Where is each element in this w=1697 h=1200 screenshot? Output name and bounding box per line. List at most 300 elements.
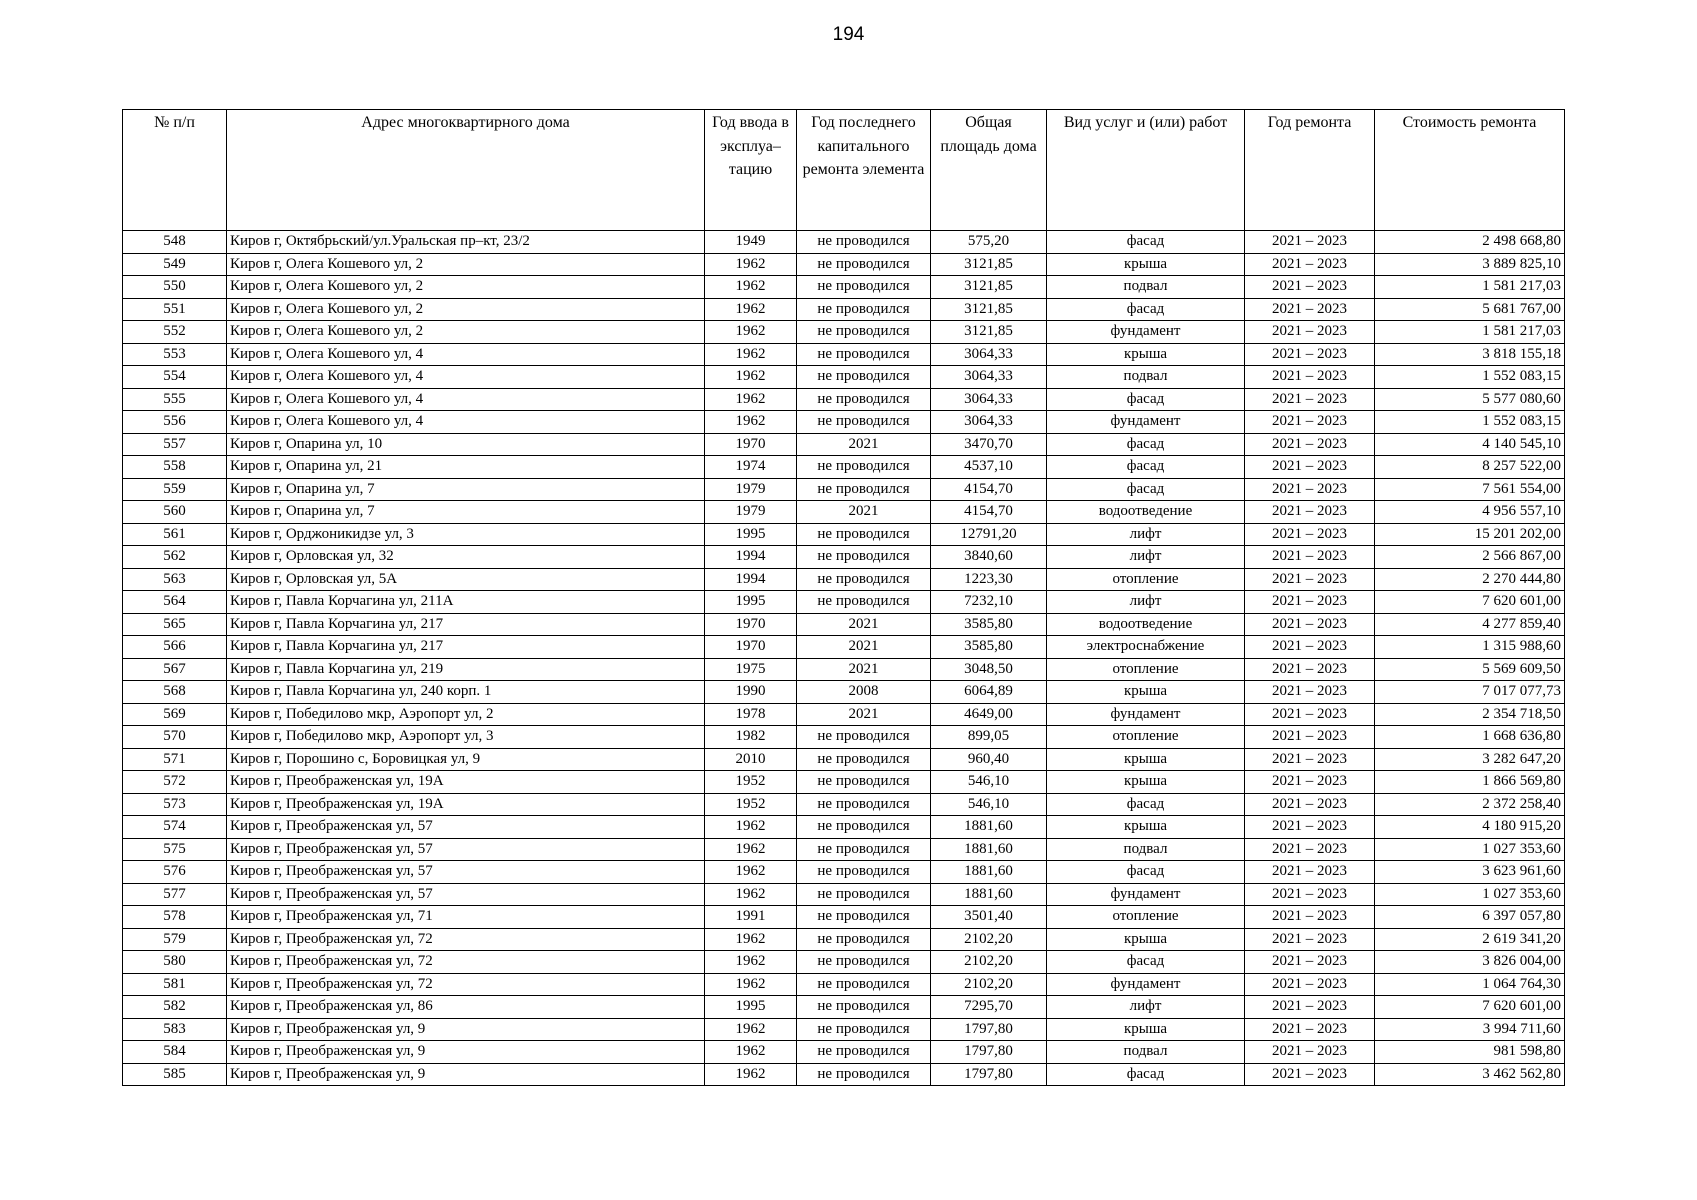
cell-repair-year: 2021 – 2023 xyxy=(1245,951,1375,974)
cell-year-built: 1962 xyxy=(705,1018,797,1041)
table-row xyxy=(123,681,1565,704)
cell-num: 557 xyxy=(123,433,227,456)
table-row xyxy=(123,276,1565,299)
cell-year-built: 1974 xyxy=(705,456,797,479)
cell-address: Киров г, Олега Кошевого ул, 4 xyxy=(227,388,705,411)
cell-area: 3048,50 xyxy=(931,658,1047,681)
cell-cost: 5 681 767,00 xyxy=(1375,298,1565,321)
cell-cost: 1 668 636,80 xyxy=(1375,726,1565,749)
header-repair-year: Год ремонта xyxy=(1245,110,1375,231)
table-row xyxy=(123,613,1565,636)
cell-service: крыша xyxy=(1047,748,1245,771)
cell-num: 576 xyxy=(123,861,227,884)
cell-last-repair: не проводился xyxy=(797,793,931,816)
cell-num: 582 xyxy=(123,996,227,1019)
cell-repair-year: 2021 – 2023 xyxy=(1245,771,1375,794)
cell-service: крыша xyxy=(1047,343,1245,366)
cell-service: фасад xyxy=(1047,861,1245,884)
cell-repair-year: 2021 – 2023 xyxy=(1245,861,1375,884)
table-row xyxy=(123,1041,1565,1064)
table-row xyxy=(123,298,1565,321)
cell-num: 581 xyxy=(123,973,227,996)
cell-area: 1881,60 xyxy=(931,838,1047,861)
header-num: № п/п xyxy=(123,110,227,231)
cell-num: 550 xyxy=(123,276,227,299)
table-row xyxy=(123,456,1565,479)
cell-num: 570 xyxy=(123,726,227,749)
cell-service: отопление xyxy=(1047,568,1245,591)
cell-num: 574 xyxy=(123,816,227,839)
cell-year-built: 1962 xyxy=(705,276,797,299)
cell-area: 3121,85 xyxy=(931,253,1047,276)
cell-last-repair: не проводился xyxy=(797,973,931,996)
cell-cost: 2 498 668,80 xyxy=(1375,231,1565,254)
cell-service: фасад xyxy=(1047,951,1245,974)
cell-area: 1797,80 xyxy=(931,1041,1047,1064)
cell-area: 7295,70 xyxy=(931,996,1047,1019)
cell-year-built: 1962 xyxy=(705,951,797,974)
cell-last-repair: 2021 xyxy=(797,636,931,659)
cell-last-repair: не проводился xyxy=(797,861,931,884)
cell-year-built: 1962 xyxy=(705,838,797,861)
cell-address: Киров г, Преображенская ул, 19А xyxy=(227,793,705,816)
cell-last-repair: не проводился xyxy=(797,996,931,1019)
table-row xyxy=(123,726,1565,749)
cell-address: Киров г, Опарина ул, 21 xyxy=(227,456,705,479)
cell-cost: 1 552 083,15 xyxy=(1375,366,1565,389)
cell-address: Киров г, Олега Кошевого ул, 2 xyxy=(227,276,705,299)
cell-cost: 7 620 601,00 xyxy=(1375,591,1565,614)
table-row xyxy=(123,951,1565,974)
cell-year-built: 1990 xyxy=(705,681,797,704)
cell-area: 1797,80 xyxy=(931,1063,1047,1086)
table-row xyxy=(123,973,1565,996)
cell-repair-year: 2021 – 2023 xyxy=(1245,478,1375,501)
cell-num: 572 xyxy=(123,771,227,794)
table-row xyxy=(123,501,1565,524)
cell-num: 585 xyxy=(123,1063,227,1086)
cell-repair-year: 2021 – 2023 xyxy=(1245,973,1375,996)
cell-num: 584 xyxy=(123,1041,227,1064)
cell-service: фасад xyxy=(1047,231,1245,254)
cell-area: 1223,30 xyxy=(931,568,1047,591)
table-row xyxy=(123,1063,1565,1086)
cell-year-built: 1979 xyxy=(705,501,797,524)
cell-service: фасад xyxy=(1047,1063,1245,1086)
cell-address: Киров г, Олега Кошевого ул, 4 xyxy=(227,343,705,366)
cell-area: 899,05 xyxy=(931,726,1047,749)
cell-address: Киров г, Орджоникидзе ул, 3 xyxy=(227,523,705,546)
cell-address: Киров г, Опарина ул, 7 xyxy=(227,501,705,524)
cell-service: фасад xyxy=(1047,478,1245,501)
cell-address: Киров г, Преображенская ул, 71 xyxy=(227,906,705,929)
cell-year-built: 1962 xyxy=(705,411,797,434)
cell-year-built: 1962 xyxy=(705,861,797,884)
cell-last-repair: не проводился xyxy=(797,748,931,771)
cell-last-repair: 2021 xyxy=(797,501,931,524)
table-row xyxy=(123,793,1565,816)
cell-area: 3470,70 xyxy=(931,433,1047,456)
cell-address: Киров г, Победилово мкр, Аэропорт ул, 3 xyxy=(227,726,705,749)
cell-year-built: 1962 xyxy=(705,343,797,366)
cell-last-repair: не проводился xyxy=(797,366,931,389)
cell-address: Киров г, Победилово мкр, Аэропорт ул, 2 xyxy=(227,703,705,726)
cell-num: 556 xyxy=(123,411,227,434)
cell-cost: 2 270 444,80 xyxy=(1375,568,1565,591)
table-row xyxy=(123,928,1565,951)
cell-num: 580 xyxy=(123,951,227,974)
cell-year-built: 1994 xyxy=(705,568,797,591)
cell-area: 4537,10 xyxy=(931,456,1047,479)
cell-year-built: 1982 xyxy=(705,726,797,749)
table-row xyxy=(123,366,1565,389)
cell-last-repair: не проводился xyxy=(797,456,931,479)
cell-area: 3064,33 xyxy=(931,343,1047,366)
cell-num: 554 xyxy=(123,366,227,389)
cell-area: 2102,20 xyxy=(931,951,1047,974)
cell-last-repair: не проводился xyxy=(797,771,931,794)
cell-service: водоотведение xyxy=(1047,613,1245,636)
cell-last-repair: не проводился xyxy=(797,321,931,344)
table-row xyxy=(123,1018,1565,1041)
cell-service: крыша xyxy=(1047,1018,1245,1041)
cell-num: 564 xyxy=(123,591,227,614)
cell-num: 558 xyxy=(123,456,227,479)
cell-num: 552 xyxy=(123,321,227,344)
table-row xyxy=(123,388,1565,411)
cell-service: электроснабжение xyxy=(1047,636,1245,659)
cell-repair-year: 2021 – 2023 xyxy=(1245,546,1375,569)
cell-repair-year: 2021 – 2023 xyxy=(1245,501,1375,524)
header-year-built: Год ввода в эксплуа–тацию xyxy=(705,110,797,231)
cell-service: подвал xyxy=(1047,1041,1245,1064)
cell-num: 578 xyxy=(123,906,227,929)
cell-address: Киров г, Олега Кошевого ул, 2 xyxy=(227,253,705,276)
table-row xyxy=(123,568,1565,591)
cell-last-repair: не проводился xyxy=(797,523,931,546)
cell-area: 546,10 xyxy=(931,771,1047,794)
cell-last-repair: не проводился xyxy=(797,838,931,861)
cell-repair-year: 2021 – 2023 xyxy=(1245,1018,1375,1041)
cell-address: Киров г, Преображенская ул, 72 xyxy=(227,951,705,974)
table-row xyxy=(123,816,1565,839)
cell-repair-year: 2021 – 2023 xyxy=(1245,636,1375,659)
repair-registry-table xyxy=(122,109,1565,1086)
cell-repair-year: 2021 – 2023 xyxy=(1245,1041,1375,1064)
cell-address: Киров г, Олега Кошевого ул, 2 xyxy=(227,321,705,344)
cell-year-built: 1962 xyxy=(705,973,797,996)
cell-repair-year: 2021 – 2023 xyxy=(1245,906,1375,929)
cell-area: 1797,80 xyxy=(931,1018,1047,1041)
cell-last-repair: не проводился xyxy=(797,906,931,929)
cell-area: 3121,85 xyxy=(931,276,1047,299)
cell-num: 571 xyxy=(123,748,227,771)
cell-last-repair: не проводился xyxy=(797,816,931,839)
table-row xyxy=(123,343,1565,366)
cell-cost: 4 180 915,20 xyxy=(1375,816,1565,839)
cell-cost: 981 598,80 xyxy=(1375,1041,1565,1064)
cell-address: Киров г, Преображенская ул, 57 xyxy=(227,838,705,861)
table-row xyxy=(123,591,1565,614)
cell-year-built: 1962 xyxy=(705,298,797,321)
cell-service: крыша xyxy=(1047,816,1245,839)
table-row xyxy=(123,703,1565,726)
cell-cost: 15 201 202,00 xyxy=(1375,523,1565,546)
cell-service: крыша xyxy=(1047,681,1245,704)
cell-service: крыша xyxy=(1047,771,1245,794)
cell-year-built: 1994 xyxy=(705,546,797,569)
cell-last-repair: не проводился xyxy=(797,388,931,411)
table-row xyxy=(123,411,1565,434)
cell-area: 12791,20 xyxy=(931,523,1047,546)
cell-cost: 1 027 353,60 xyxy=(1375,838,1565,861)
cell-address: Киров г, Орловская ул, 32 xyxy=(227,546,705,569)
cell-cost: 2 372 258,40 xyxy=(1375,793,1565,816)
cell-address: Киров г, Олега Кошевого ул, 4 xyxy=(227,366,705,389)
cell-repair-year: 2021 – 2023 xyxy=(1245,883,1375,906)
cell-cost: 4 956 557,10 xyxy=(1375,501,1565,524)
cell-area: 1881,60 xyxy=(931,816,1047,839)
cell-service: фасад xyxy=(1047,388,1245,411)
cell-service: фундамент xyxy=(1047,321,1245,344)
cell-num: 548 xyxy=(123,231,227,254)
cell-service: лифт xyxy=(1047,996,1245,1019)
cell-address: Киров г, Преображенская ул, 57 xyxy=(227,816,705,839)
cell-area: 3501,40 xyxy=(931,906,1047,929)
cell-cost: 3 623 961,60 xyxy=(1375,861,1565,884)
cell-address: Киров г, Павла Корчагина ул, 219 xyxy=(227,658,705,681)
cell-repair-year: 2021 – 2023 xyxy=(1245,996,1375,1019)
cell-service: отопление xyxy=(1047,658,1245,681)
cell-cost: 1 315 988,60 xyxy=(1375,636,1565,659)
cell-repair-year: 2021 – 2023 xyxy=(1245,253,1375,276)
cell-year-built: 1970 xyxy=(705,613,797,636)
header-last-repair: Год последнего капитального ремонта элемента xyxy=(797,110,931,231)
cell-year-built: 1962 xyxy=(705,321,797,344)
cell-year-built: 1995 xyxy=(705,591,797,614)
cell-last-repair: не проводился xyxy=(797,298,931,321)
cell-year-built: 1962 xyxy=(705,928,797,951)
cell-num: 563 xyxy=(123,568,227,591)
cell-last-repair: не проводился xyxy=(797,1063,931,1086)
cell-address: Киров г, Преображенская ул, 9 xyxy=(227,1041,705,1064)
cell-repair-year: 2021 – 2023 xyxy=(1245,658,1375,681)
cell-cost: 3 462 562,80 xyxy=(1375,1063,1565,1086)
cell-last-repair: не проводился xyxy=(797,343,931,366)
cell-last-repair: не проводился xyxy=(797,1041,931,1064)
cell-year-built: 1962 xyxy=(705,883,797,906)
cell-year-built: 1962 xyxy=(705,816,797,839)
cell-last-repair: не проводился xyxy=(797,928,931,951)
cell-address: Киров г, Павла Корчагина ул, 217 xyxy=(227,613,705,636)
cell-last-repair: не проводился xyxy=(797,1018,931,1041)
cell-cost: 1 581 217,03 xyxy=(1375,321,1565,344)
cell-area: 960,40 xyxy=(931,748,1047,771)
cell-repair-year: 2021 – 2023 xyxy=(1245,591,1375,614)
cell-repair-year: 2021 – 2023 xyxy=(1245,276,1375,299)
cell-repair-year: 2021 – 2023 xyxy=(1245,456,1375,479)
table-row xyxy=(123,478,1565,501)
cell-cost: 7 620 601,00 xyxy=(1375,996,1565,1019)
cell-area: 4154,70 xyxy=(931,478,1047,501)
cell-area: 3840,60 xyxy=(931,546,1047,569)
cell-area: 2102,20 xyxy=(931,928,1047,951)
cell-year-built: 1962 xyxy=(705,366,797,389)
cell-repair-year: 2021 – 2023 xyxy=(1245,1063,1375,1086)
cell-cost: 5 569 609,50 xyxy=(1375,658,1565,681)
cell-service: фундамент xyxy=(1047,973,1245,996)
cell-year-built: 2010 xyxy=(705,748,797,771)
cell-num: 568 xyxy=(123,681,227,704)
cell-num: 579 xyxy=(123,928,227,951)
cell-cost: 6 397 057,80 xyxy=(1375,906,1565,929)
cell-last-repair: не проводился xyxy=(797,546,931,569)
cell-year-built: 1978 xyxy=(705,703,797,726)
cell-address: Киров г, Олега Кошевого ул, 4 xyxy=(227,411,705,434)
table-row xyxy=(123,636,1565,659)
cell-address: Киров г, Преображенская ул, 86 xyxy=(227,996,705,1019)
header-row xyxy=(123,110,1565,231)
cell-address: Киров г, Орловская ул, 5А xyxy=(227,568,705,591)
cell-area: 3064,33 xyxy=(931,411,1047,434)
cell-last-repair: не проводился xyxy=(797,411,931,434)
cell-cost: 5 577 080,60 xyxy=(1375,388,1565,411)
cell-cost: 3 818 155,18 xyxy=(1375,343,1565,366)
cell-cost: 2 566 867,00 xyxy=(1375,546,1565,569)
table-row xyxy=(123,996,1565,1019)
cell-area: 575,20 xyxy=(931,231,1047,254)
cell-area: 546,10 xyxy=(931,793,1047,816)
header-service: Вид услуг и (или) работ xyxy=(1047,110,1245,231)
cell-service: водоотведение xyxy=(1047,501,1245,524)
table-row xyxy=(123,523,1565,546)
cell-service: фасад xyxy=(1047,456,1245,479)
header-area: Общая площадь дома xyxy=(931,110,1047,231)
cell-last-repair: не проводился xyxy=(797,276,931,299)
cell-num: 560 xyxy=(123,501,227,524)
cell-last-repair: 2021 xyxy=(797,703,931,726)
cell-service: лифт xyxy=(1047,591,1245,614)
cell-cost: 2 619 341,20 xyxy=(1375,928,1565,951)
cell-cost: 7 561 554,00 xyxy=(1375,478,1565,501)
cell-address: Киров г, Преображенская ул, 9 xyxy=(227,1018,705,1041)
cell-num: 569 xyxy=(123,703,227,726)
table-row xyxy=(123,546,1565,569)
cell-year-built: 1952 xyxy=(705,793,797,816)
cell-area: 7232,10 xyxy=(931,591,1047,614)
table-header xyxy=(123,110,1565,231)
cell-address: Киров г, Опарина ул, 7 xyxy=(227,478,705,501)
cell-last-repair: не проводился xyxy=(797,951,931,974)
cell-service: фундамент xyxy=(1047,411,1245,434)
cell-last-repair: 2021 xyxy=(797,658,931,681)
cell-address: Киров г, Порошино с, Боровицкая ул, 9 xyxy=(227,748,705,771)
cell-repair-year: 2021 – 2023 xyxy=(1245,726,1375,749)
cell-area: 3064,33 xyxy=(931,366,1047,389)
cell-service: лифт xyxy=(1047,546,1245,569)
cell-repair-year: 2021 – 2023 xyxy=(1245,321,1375,344)
cell-repair-year: 2021 – 2023 xyxy=(1245,433,1375,456)
cell-address: Киров г, Преображенская ул, 9 xyxy=(227,1063,705,1086)
cell-num: 549 xyxy=(123,253,227,276)
cell-address: Киров г, Преображенская ул, 72 xyxy=(227,928,705,951)
table-row xyxy=(123,838,1565,861)
cell-service: лифт xyxy=(1047,523,1245,546)
cell-area: 3064,33 xyxy=(931,388,1047,411)
cell-num: 551 xyxy=(123,298,227,321)
cell-last-repair: не проводился xyxy=(797,478,931,501)
cell-area: 4649,00 xyxy=(931,703,1047,726)
cell-address: Киров г, Павла Корчагина ул, 211А xyxy=(227,591,705,614)
cell-last-repair: 2021 xyxy=(797,433,931,456)
cell-cost: 1 866 569,80 xyxy=(1375,771,1565,794)
cell-year-built: 1970 xyxy=(705,433,797,456)
cell-repair-year: 2021 – 2023 xyxy=(1245,343,1375,366)
cell-num: 583 xyxy=(123,1018,227,1041)
cell-service: подвал xyxy=(1047,366,1245,389)
table-row xyxy=(123,748,1565,771)
cell-repair-year: 2021 – 2023 xyxy=(1245,703,1375,726)
cell-cost: 1 064 764,30 xyxy=(1375,973,1565,996)
cell-year-built: 1970 xyxy=(705,636,797,659)
cell-service: крыша xyxy=(1047,253,1245,276)
cell-address: Киров г, Олега Кошевого ул, 2 xyxy=(227,298,705,321)
cell-repair-year: 2021 – 2023 xyxy=(1245,366,1375,389)
cell-service: отопление xyxy=(1047,726,1245,749)
header-cost: Стоимость ремонта xyxy=(1375,110,1565,231)
cell-last-repair: не проводился xyxy=(797,231,931,254)
cell-cost: 7 017 077,73 xyxy=(1375,681,1565,704)
cell-cost: 8 257 522,00 xyxy=(1375,456,1565,479)
cell-num: 565 xyxy=(123,613,227,636)
header-address: Адрес многоквартирного дома xyxy=(227,110,705,231)
cell-address: Киров г, Павла Корчагина ул, 240 корп. 1 xyxy=(227,681,705,704)
table-row xyxy=(123,861,1565,884)
cell-num: 553 xyxy=(123,343,227,366)
cell-num: 555 xyxy=(123,388,227,411)
cell-repair-year: 2021 – 2023 xyxy=(1245,928,1375,951)
table-row xyxy=(123,883,1565,906)
cell-repair-year: 2021 – 2023 xyxy=(1245,298,1375,321)
cell-last-repair: не проводился xyxy=(797,568,931,591)
cell-service: подвал xyxy=(1047,276,1245,299)
table-row xyxy=(123,771,1565,794)
cell-cost: 2 354 718,50 xyxy=(1375,703,1565,726)
cell-service: фасад xyxy=(1047,793,1245,816)
cell-num: 575 xyxy=(123,838,227,861)
cell-cost: 4 277 859,40 xyxy=(1375,613,1565,636)
cell-last-repair: не проводился xyxy=(797,253,931,276)
cell-service: подвал xyxy=(1047,838,1245,861)
cell-year-built: 1995 xyxy=(705,523,797,546)
cell-year-built: 1979 xyxy=(705,478,797,501)
cell-repair-year: 2021 – 2023 xyxy=(1245,816,1375,839)
cell-service: фасад xyxy=(1047,433,1245,456)
cell-service: фундамент xyxy=(1047,703,1245,726)
cell-address: Киров г, Преображенская ул, 19А xyxy=(227,771,705,794)
cell-repair-year: 2021 – 2023 xyxy=(1245,568,1375,591)
cell-year-built: 1991 xyxy=(705,906,797,929)
cell-address: Киров г, Октябрьский/ул.Уральская пр–кт, 23/2 xyxy=(227,231,705,254)
cell-address: Киров г, Преображенская ул, 57 xyxy=(227,883,705,906)
cell-cost: 3 826 004,00 xyxy=(1375,951,1565,974)
cell-last-repair: не проводился xyxy=(797,726,931,749)
cell-repair-year: 2021 – 2023 xyxy=(1245,231,1375,254)
cell-num: 567 xyxy=(123,658,227,681)
cell-num: 562 xyxy=(123,546,227,569)
cell-year-built: 1949 xyxy=(705,231,797,254)
cell-cost: 1 581 217,03 xyxy=(1375,276,1565,299)
